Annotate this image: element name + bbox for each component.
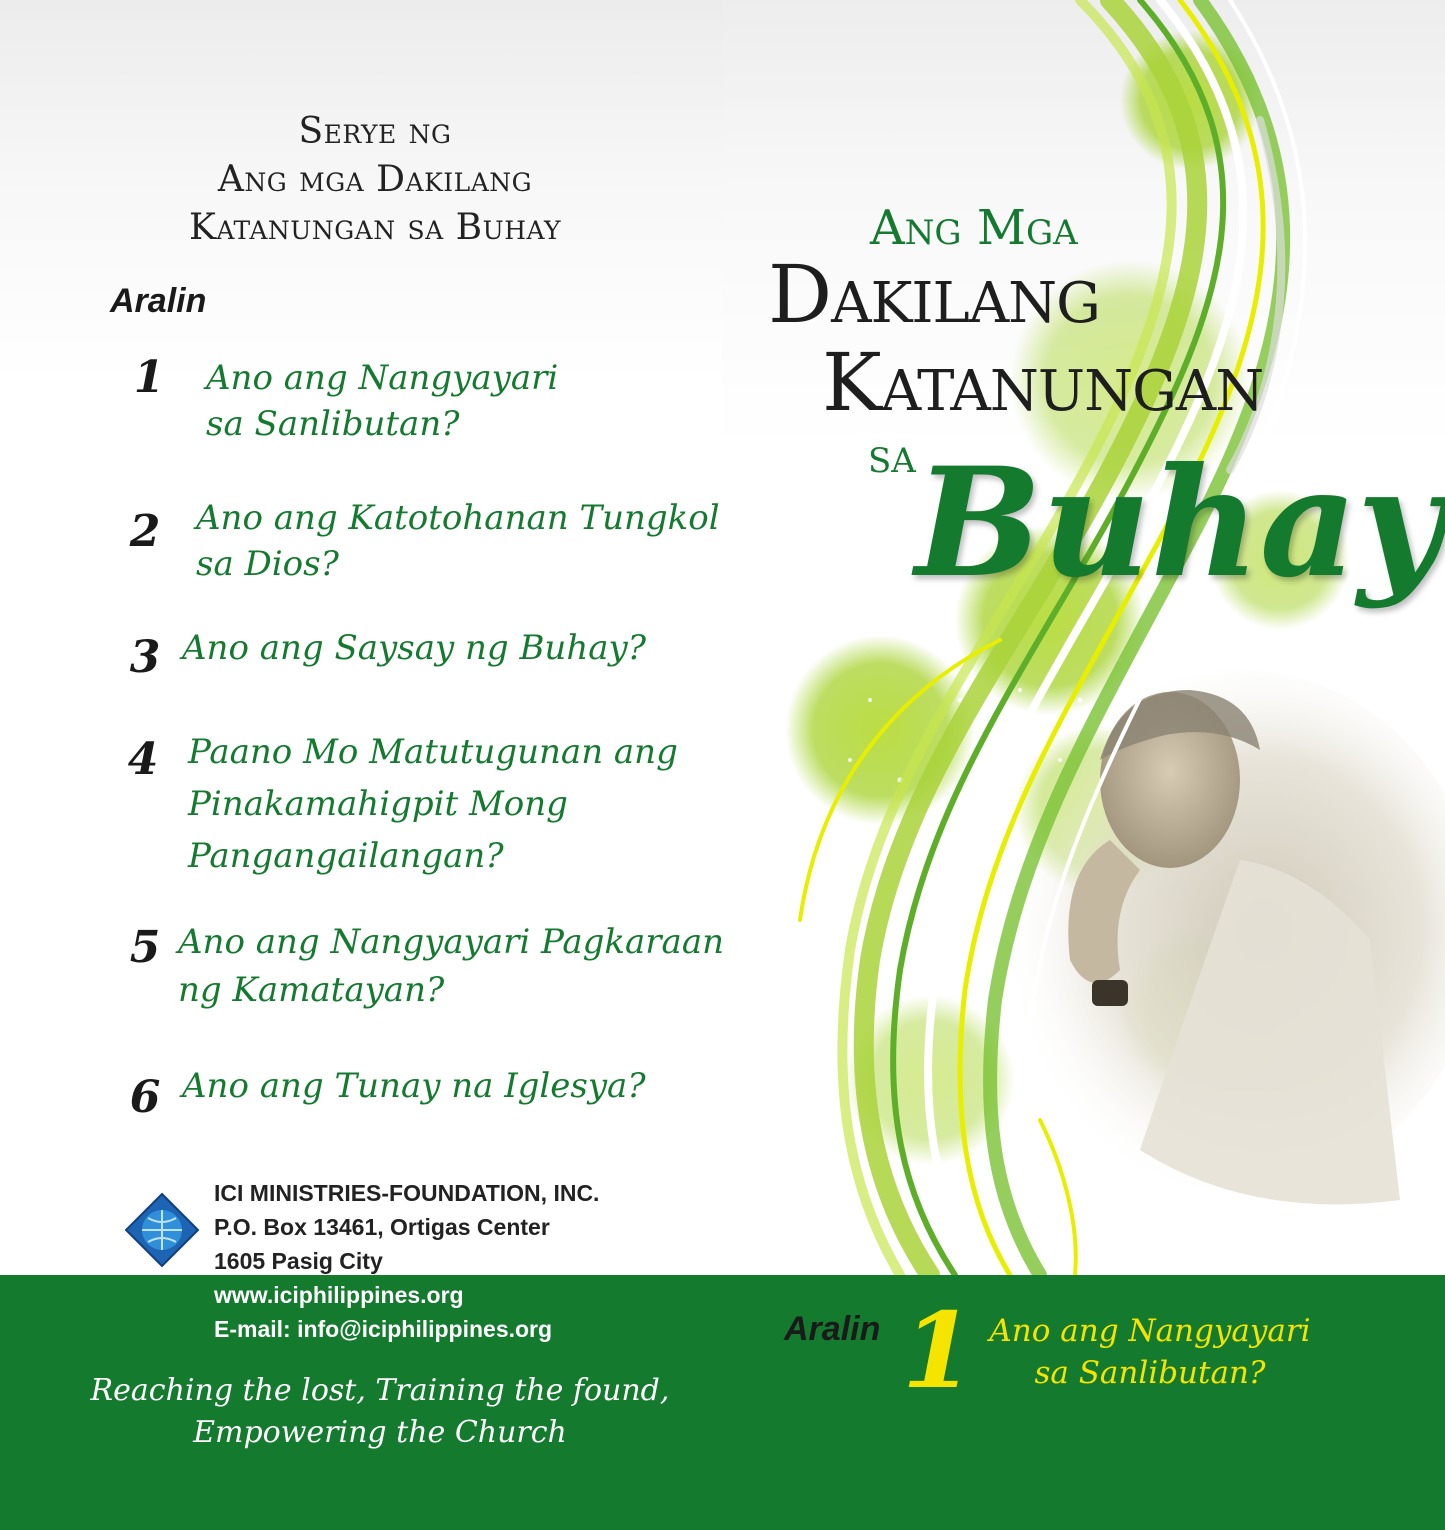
tagline [80,1370,680,1454]
lesson-number: 4 [118,732,168,788]
lessons-label: Aralin [110,282,207,320]
lesson-number: 6 [120,1070,170,1126]
current-lesson-line-1: Ano ang Nangyayari [989,1313,1311,1349]
title-line-3: Katanungan [822,336,1264,429]
lesson-title-line: ng Kamatayan? [178,970,445,1010]
lesson-title-line: sa Sanlibutan? [206,404,460,444]
title-buhay: Buhay [915,435,1445,611]
title-line-2: Dakilang [768,248,1100,341]
current-lesson-label: Aralin [784,1310,881,1348]
publisher-name: ICI MINISTRIES-FOUNDATION, INC. [214,1180,600,1206]
tagline-line-1: Reaching the lost, Training the found, [90,1373,670,1408]
lesson-number: 2 [120,504,170,560]
series-heading [100,108,650,252]
lesson-number: 1 [124,350,174,406]
current-lesson-line-2: sa Sanlibutan? [1034,1355,1266,1391]
lesson-title-line: Ano ang Tunay na Iglesya? [182,1066,646,1106]
series-line-2: Ang mga Dakilang [217,159,533,200]
current-lesson-title [960,1310,1340,1394]
publisher-address-2: 1605 Pasig City [214,1248,383,1274]
man-praying-photo [1000,670,1445,1204]
publisher-address-1: P.O. Box 13461, Ortigas Center [214,1214,550,1240]
publisher-website[interactable]: www.iciphilippines.org [214,1282,464,1308]
lesson-number: 3 [120,630,170,686]
series-line-3: Katanungan sa Buhay [188,207,562,248]
lesson-title-line: Ano ang Katotohanan Tungkol [196,498,720,538]
lesson-title-line: Ano ang Nangyayari [206,358,559,398]
ici-globe-logo-icon [124,1192,200,1268]
current-lesson-number: 1 [902,1289,975,1412]
lesson-title-line: Ano ang Saysay ng Buhay? [182,628,646,668]
series-line-1: Serye ng [298,111,452,152]
lesson-title-line: Ano ang Nangyayari Pagkaraan [178,922,724,962]
title-top: Ang Mga [870,200,1078,256]
title-sa: sa [868,428,916,484]
lesson-title-line: Paano Mo Matutugunan ang [188,732,678,772]
publisher-contact [214,1278,552,1346]
publisher-email[interactable]: E-mail: info@iciphilippines.org [214,1316,553,1342]
lesson-title-line: Pangangailangan? [188,836,504,876]
lesson-title-line: sa Dios? [196,544,339,584]
lesson-title-line: Pinakamahigpit Mong [188,784,568,824]
publisher-block [214,1176,599,1278]
lesson-number: 5 [120,920,170,976]
tagline-line-2: Empowering the Church [193,1415,567,1450]
